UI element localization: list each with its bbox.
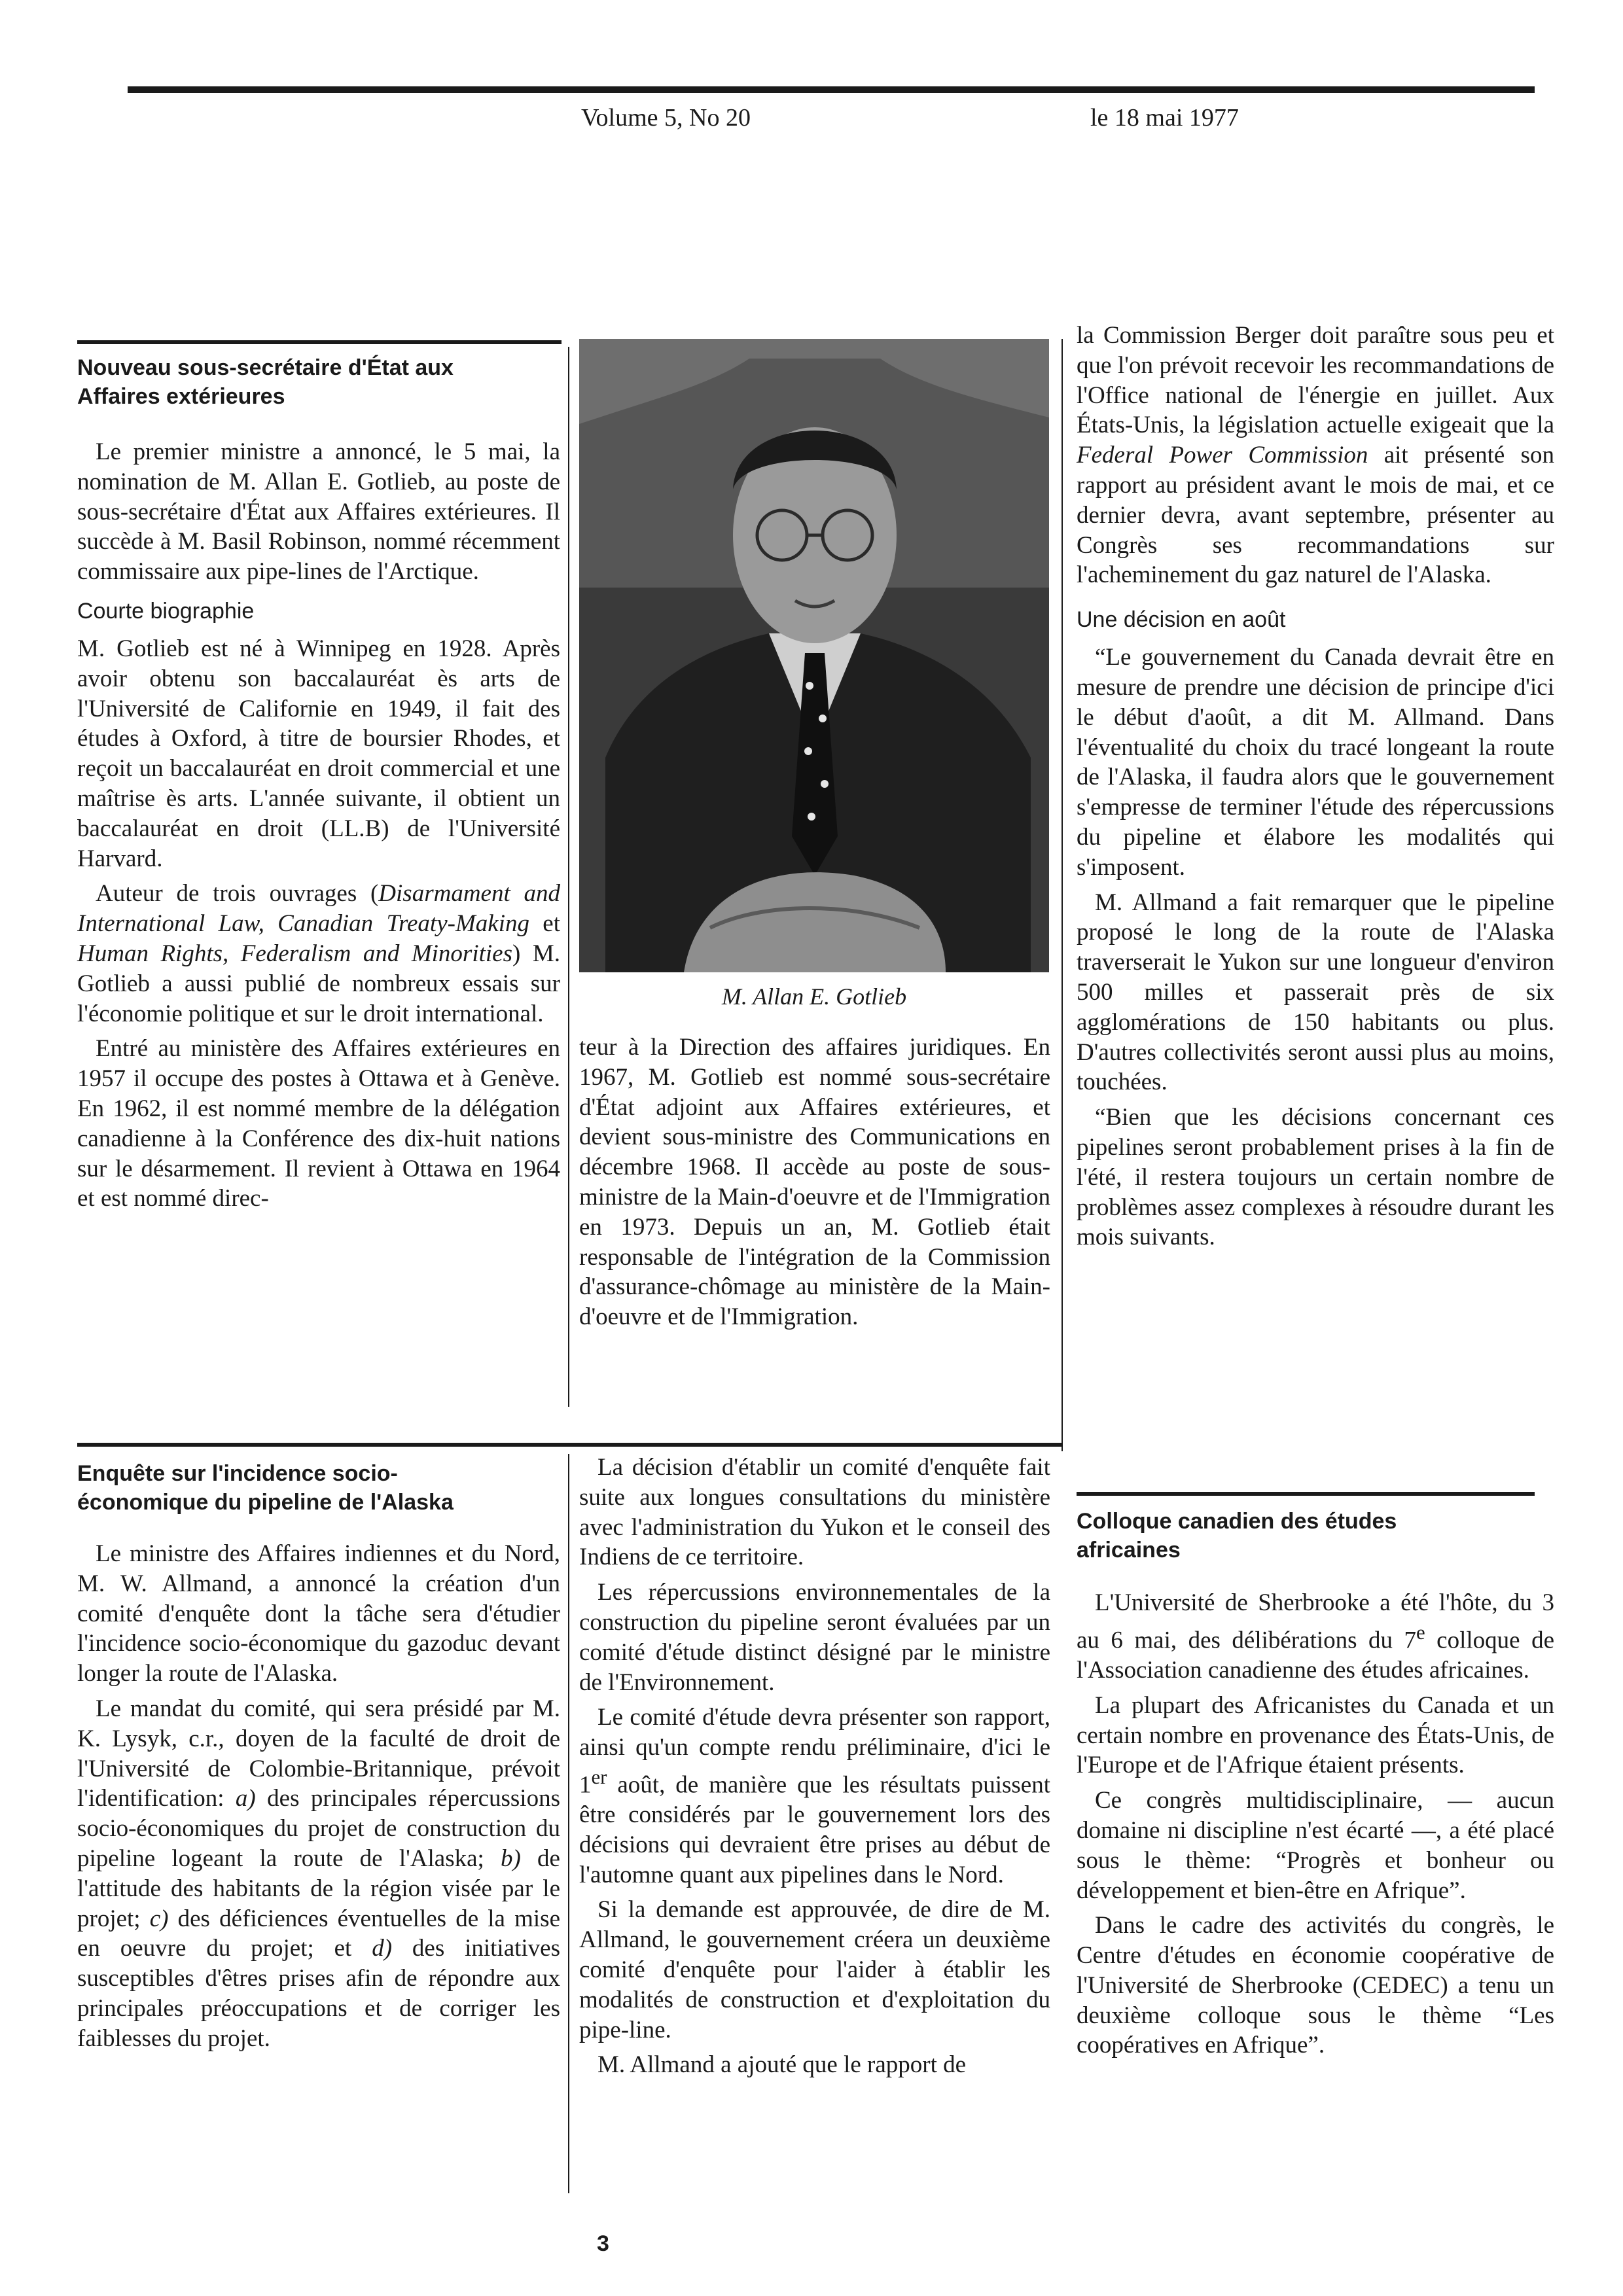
volume-number: Volume 5, No 20 — [581, 104, 751, 132]
article2-headline: Enquête sur l'incidence socio- économique du pipeline de l'Alaska — [77, 1461, 454, 1515]
column-divider-2 — [1061, 339, 1063, 1451]
issue-date: le 18 mai 1977 — [1090, 104, 1239, 132]
article2-paragraph-1: Le ministre des Affaires indiennes et du Nord, M. W. Allmand, a annoncé la création d'un comité d'enquête dont la tâche sera d'étudier l'incidence socio-économique du gazoduc devant longer la route de l'Alaska. — [77, 1540, 560, 1687]
article2-column-middle — [579, 1453, 1050, 2080]
article2-cont-paragraph-4: “Bien que les décisions concernant ces pipelines seront probablement prises à la fin de l'été, il restera toujours un certain nombre de problèmes assez complexes à résoudre durant les mois suivants. — [1077, 1104, 1554, 1251]
article3-paragraph-1: L'Université de Sherbrooke a été l'hôte, du 3 au 6 mai, des délibérations du 7e colloque de l'Association canadienne des études africaines. — [1077, 1589, 1554, 1684]
column-divider-3 — [568, 1454, 569, 2193]
article3-paragraph-3: Ce congrès multidisciplinaire, — aucun domaine ni discipline n'est écarté —, a été placé sous le thème: “Progrès et bonheur ou développement et bien-être en Afrique”. — [1077, 1787, 1554, 1904]
article2-paragraph-5: Le comité d'étude devra présenter son rapport, ainsi qu'un compte rendu préliminaire, d'ici le 1er août, de manière que les résultats puissent être considérés par le gouvernement lors des décisions qui devraient être prises au début de l'automne quant aux pipelines dans le Nord. — [579, 1704, 1050, 1888]
article1-subhead: Courte biographie — [77, 598, 255, 624]
article1-paragraph-2: Auteur de trois ouvrages (Disarmament and International Law, Canadian Treaty-Making et Human Rights, Federalism and Minorities) M. Gotlieb a aussi publié de nombreux essais sur l'économie politique et sur le droit international. — [77, 880, 561, 1027]
article1-headline: Nouveau sous-secrétaire d'État aux Affaires extérieures — [77, 355, 454, 409]
article2-paragraph-3: La décision d'établir un comité d'enquête fait suite aux longues consultations du ministère avec l'administration du Yukon et le conseil des Indiens de ce territoire. — [579, 1454, 1050, 1571]
portrait-image — [579, 339, 1049, 972]
article2-cont-subhead: Une décision en août — [1077, 607, 1286, 633]
article3-headline: Colloque canadien des études africaines — [1077, 1509, 1397, 1563]
article1-paragraph-3: Entré au ministère des Affaires extérieures en 1957 il occupe des postes à Ottawa et à Genève. En 1962, il est nommé membre de la délégation canadienne à la Conférence des dix-huit nations sur le désarmement. Il revient à Ottawa en 1964 et est nommé direc- — [77, 1035, 560, 1212]
article1-paragraph-1: M. Gotlieb est né à Winnipeg en 1928. Après avoir obtenu son baccalauréat ès arts de l'Université de Californie en 1949, il fait des études à Oxford, à titre de boursier Rhodes, et reçoit un baccalauréat en droit commercial et une maîtrise ès arts. L'année suivante, il obtient un baccalauréat en droit (LL.B) de l'Université Harvard. — [77, 635, 560, 872]
article2-paragraph-4: Les répercussions environnementales de la construction du pipeline seront évaluées par un comité d'étude distinct désigné par le ministre de l'Environnement. — [579, 1579, 1050, 1696]
photo-caption: M. Allan E. Gotlieb — [721, 983, 907, 1010]
article3-paragraph-2: La plupart des Africanistes du Canada et un certain nombre en provenance des États-Unis, de l'Europe et de l'Afrique étaient présents. — [1077, 1691, 1554, 1779]
article1-paragraph-4: teur à la Direction des affaires juridiques. En 1967, M. Gotlieb est nommé sous-secrétaire d'État adjoint aux Affaires extérieures, et devient sous-ministre des Communications en décembre 1968. Il accède au poste de sous-ministre de la Main-d'oeuvre et de l'Immigration en 1973. Depuis un an, M. Gotlieb était responsable de l'intégration de la Commission d'assurance-chômage au ministère de la Main-d'oeuvre et de l'Immigration. — [579, 1034, 1050, 1331]
page-number: 3 — [597, 2231, 609, 2256]
article1-intro: Le premier ministre a annoncé, le 5 mai, la nomination de M. Allan E. Gotlieb, au poste de sous-secrétaire d'État aux Affaires extérieures. Il succède à M. Basil Robinson, nommé récemment commissaire aux pipe-lines de l'Arctique. — [77, 438, 560, 586]
top-rule — [128, 86, 1535, 93]
article2-continuation-column — [1077, 321, 1554, 1252]
article2-paragraph-2: Le mandat du comité, qui sera présidé par M. K. Lysyk, c.r., doyen de la faculté de droit de l'Université de Colombie-Britannique, prévoit l'identification: a) des principales répercussions socio-économiques du projet de construction du pipeline logeant la route de l'Alaska; b) de l'attitude des habitants de la région visée par le projet; c) des déficiences éventuelles de la mise en oeuvre du projet; et d) des initiatives susceptibles d'êtres prises afin de répondre aux principales préoccupations et de corriger les faiblesses du projet. — [77, 1695, 561, 2052]
column-divider-1 — [568, 347, 569, 1407]
article3-rule — [1077, 1492, 1535, 1496]
book-title-1: Disarmament and International Law, Canadian Treaty-Making — [77, 880, 560, 938]
portrait-photo — [579, 339, 1049, 972]
article2-cont-paragraph-1: la Commission Berger doit paraître sous peu et que l'on prévoit recevoir les recommandations de l'Office national de l'énergie en juillet. Aux États-Unis, la législation actuelle exigeait que la Federal Power Commission ait présenté son rapport au président avant le mois de mai, et ce dernier devra, avant septembre, présenter au Congrès ses recommandations sur l'acheminement du gaz naturel de l'Alaska. — [1077, 322, 1554, 589]
article2-cont-paragraph-2: “Le gouvernement du Canada devrait être en mesure de prendre une décision de principe d'ici le début d'août, a dit M. Allmand. Dans l'éventualité du choix du tracé longeant la route de l'Alaska, il faudra alors que le gouvernement s'empresse de terminer l'étude des répercussions du pipeline et élabore les modalités qui s'imposent. — [1077, 644, 1554, 881]
article2-column-left — [77, 1459, 560, 2054]
article2-paragraph-6: Si la demande est approuvée, de dire de M. Allmand, le gouvernement créera un deuxième comité d'enquête pour l'aider à établir les modalités de construction et d'exploitation du pipe-line. — [579, 1896, 1050, 2043]
article2-rule — [77, 1443, 1062, 1447]
article1-column-left — [77, 353, 560, 1214]
article2-paragraph-7: M. Allmand a ajouté que le rapport de — [597, 2051, 967, 2079]
federal-power-commission: Federal Power Commission — [1077, 442, 1368, 469]
article1-column-middle — [579, 1033, 1050, 1332]
article3-paragraph-4: Dans le cadre des activités du congrès, le Centre d'études en économie coopérative de l'Université de Sherbrooke (CEDEC) a tenu un deuxième colloque sous le thème “Les coopératives en Afrique”. — [1077, 1912, 1554, 2059]
book-title-2: Human Rights, Federalism and Minorities — [77, 940, 512, 967]
article3-column — [1077, 1507, 1554, 2060]
article1-rule — [77, 340, 562, 344]
article2-cont-paragraph-3: M. Allmand a fait remarquer que le pipeline proposé le long de la route de l'Alaska traverserait le Yukon sur une longueur d'environ 500 milles et passerait près de six agglomérations de 150 habitants ou plus. D'autres collectivités seront aussi plus au moins, touchées. — [1077, 889, 1554, 1096]
